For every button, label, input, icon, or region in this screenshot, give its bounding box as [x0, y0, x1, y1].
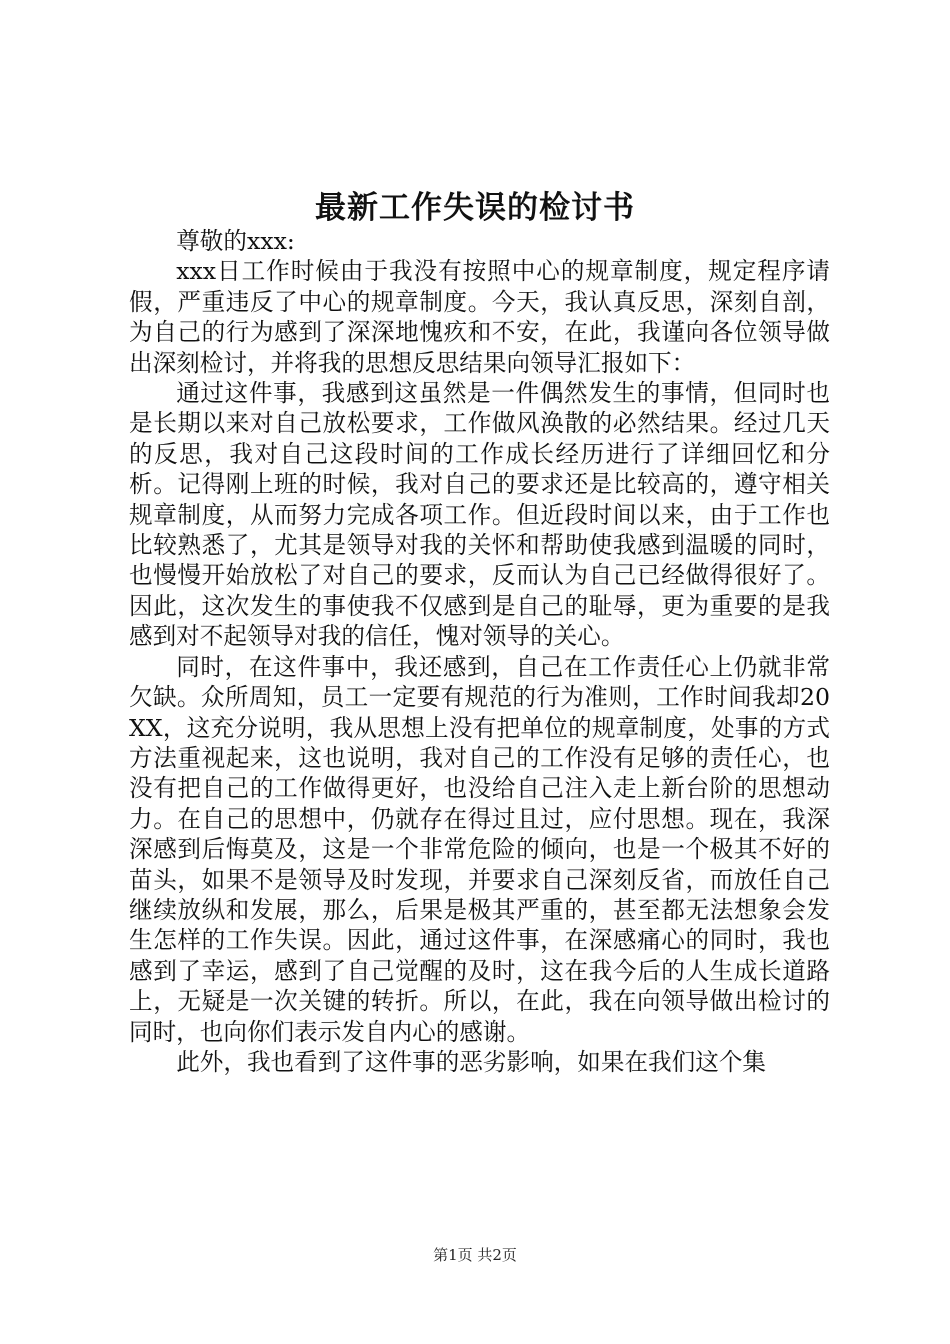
document-title: 最新工作失误的检讨书 [315, 190, 635, 226]
paragraph-1: xxx日工作时候由于我没有按照中心的规章制度，规定程序请假，严重违反了中心的规章制度。今天，我认真反思，深刻自剖，为自己的行为感到了深深地愧疚和不安，在此，我谨向各位领导做出深刻检讨，并将我的思想反思结果向领导汇报如下： [129, 257, 830, 377]
paragraph-2: 通过这件事，我感到这虽然是一件偶然发生的事情，但同时也是长期以来对自己放松要求，工作做风涣散的必然结果。经过几天的反思，我对自己这段时间的工作成长经历进行了详细回忆和分析。记得刚上班的时候，我对自己的要求还是比较高的，遵守相关规章制度，从而努力完成各项工作。但近段时间以来，由于工作也比较熟悉了，尤其是领导对我的关怀和帮助使我感到温暖的同时，也慢慢开始放松了对自己的要求，反而认为自己已经做得很好了。因此，这次发生的事使我不仅感到是自己的耻辱，更为重要的是我感到对不起领导对我的信任，愧对领导的关心。 [129, 379, 830, 651]
paragraph-4: 此外，我也看到了这件事的恶劣影响，如果在我们这个集 [176, 1047, 767, 1076]
salutation: 尊敬的xxx: [176, 227, 295, 255]
document-body [129, 226, 830, 1077]
page-number-footer: 第1页 共2页 [433, 1246, 517, 1264]
paragraph-3: 同时，在这件事中，我还感到，自己在工作责任心上仍就非常欠缺。众所周知，员工一定要有规范的行为准则，工作时间我却20XX，这充分说明，我从思想上没有把单位的规章制度，处事的方式方法重视起来，这也说明，我对自己的工作没有足够的责任心，也没有把自己的工作做得更好，也没给自己注入走上新台阶的思想动力。在自己的思想中，仍就存在得过且过，应付思想。现在，我深深感到后悔莫及，这是一个非常危险的倾向，也是一个极其不好的苗头，如果不是领导及时发现，并要求自己深刻反省，而放任自己继续放纵和发展，那么，后果是极其严重的，甚至都无法想象会发生怎样的工作失误。因此，通过这件事，在深感痛心的同时，我也感到了幸运，感到了自己觉醒的及时，这在我今后的人生成长道路上，无疑是一次关键的转折。所以，在此，我在向领导做出检讨的同时，也向你们表示发自内心的感谢。 [129, 652, 830, 1046]
